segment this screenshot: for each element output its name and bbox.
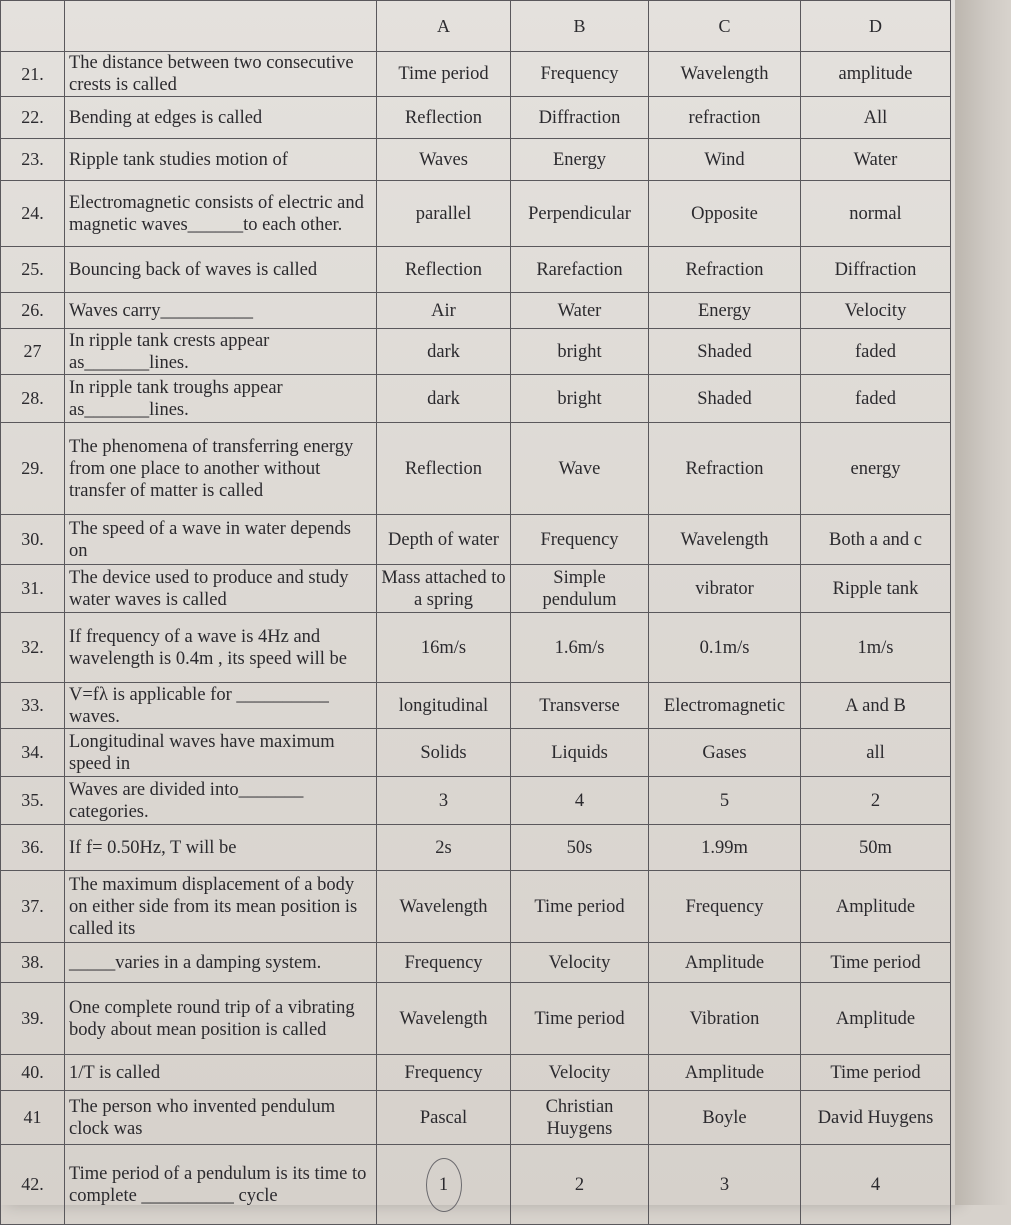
question-number: 41 (1, 1091, 65, 1145)
question-number: 39. (1, 983, 65, 1055)
circled-answer-mark: 1 (426, 1158, 462, 1212)
option-b: Velocity (511, 943, 649, 983)
question-number: 21. (1, 52, 65, 97)
question-text: The speed of a wave in water depends on (65, 515, 377, 565)
option-c: Refraction (649, 247, 801, 293)
option-b: 50s (511, 825, 649, 871)
question-text: In ripple tank troughs appear as_______lines. (65, 375, 377, 423)
option-b: Perpendicular (511, 181, 649, 247)
table-row (1, 729, 951, 777)
option-b: Time period (511, 871, 649, 943)
table-row (1, 515, 951, 565)
option-d: Time period (801, 943, 951, 983)
option-c: Shaded (649, 375, 801, 423)
option-d: Diffraction (801, 247, 951, 293)
table-row (1, 613, 951, 683)
option-a (377, 1145, 511, 1225)
question-text: If f= 0.50Hz, T will be (65, 825, 377, 871)
question-text: V=fλ is applicable for __________ waves. (65, 683, 377, 729)
option-a: Waves (377, 139, 511, 181)
question-text: Bouncing back of waves is called (65, 247, 377, 293)
table-row (1, 329, 951, 375)
table-row (1, 871, 951, 943)
option-a: Frequency (377, 1055, 511, 1091)
option-b: 2 (511, 1145, 649, 1225)
option-d: faded (801, 375, 951, 423)
table-row (1, 293, 951, 329)
option-a: parallel (377, 181, 511, 247)
option-c: Shaded (649, 329, 801, 375)
option-d: David Huygens (801, 1091, 951, 1145)
option-b: Time period (511, 983, 649, 1055)
question-text: The device used to produce and study water waves is called (65, 565, 377, 613)
option-d: A and B (801, 683, 951, 729)
option-d: 4 (801, 1145, 951, 1225)
option-a: Reflection (377, 247, 511, 293)
header-option-b: B (511, 1, 649, 52)
option-b: Liquids (511, 729, 649, 777)
option-d: energy (801, 423, 951, 515)
question-text: Bending at edges is called (65, 97, 377, 139)
table-row (1, 943, 951, 983)
option-a: Time period (377, 52, 511, 97)
table-row (1, 375, 951, 423)
option-c: Electromagnetic (649, 683, 801, 729)
option-b: Velocity (511, 1055, 649, 1091)
table-row (1, 825, 951, 871)
option-b: Rarefaction (511, 247, 649, 293)
table-row (1, 139, 951, 181)
header-option-d: D (801, 1, 951, 52)
option-b: 4 (511, 777, 649, 825)
option-d: Both a and c (801, 515, 951, 565)
option-c: Wavelength (649, 515, 801, 565)
option-c: Boyle (649, 1091, 801, 1145)
option-d: normal (801, 181, 951, 247)
option-d: Amplitude (801, 871, 951, 943)
header-option-a: A (377, 1, 511, 52)
option-b: bright (511, 375, 649, 423)
option-d: amplitude (801, 52, 951, 97)
question-text: The person who invented pendulum clock was (65, 1091, 377, 1145)
option-a: 16m/s (377, 613, 511, 683)
option-d: 1m/s (801, 613, 951, 683)
option-c: 5 (649, 777, 801, 825)
question-number: 29. (1, 423, 65, 515)
option-a: Wavelength (377, 983, 511, 1055)
question-text: In ripple tank crests appear as_______lines. (65, 329, 377, 375)
option-a: dark (377, 375, 511, 423)
option-c: Amplitude (649, 943, 801, 983)
question-text: The distance between two consecutive crests is called (65, 52, 377, 97)
option-c: refraction (649, 97, 801, 139)
header-question (65, 1, 377, 52)
question-number: 42. (1, 1145, 65, 1225)
question-number: 22. (1, 97, 65, 139)
table-row (1, 181, 951, 247)
table-row (1, 683, 951, 729)
question-text: If frequency of a wave is 4Hz and wavelength is 0.4m , its speed will be (65, 613, 377, 683)
question-number: 23. (1, 139, 65, 181)
option-b: Water (511, 293, 649, 329)
option-d: Velocity (801, 293, 951, 329)
option-c: vibrator (649, 565, 801, 613)
option-d: Water (801, 139, 951, 181)
option-a: Reflection (377, 423, 511, 515)
option-a: 3 (377, 777, 511, 825)
table-row (1, 983, 951, 1055)
option-a: Solids (377, 729, 511, 777)
question-text: The maximum displacement of a body on either side from its mean position is called its (65, 871, 377, 943)
header-number (1, 1, 65, 52)
option-c: Refraction (649, 423, 801, 515)
option-c: 3 (649, 1145, 801, 1225)
option-c: 0.1m/s (649, 613, 801, 683)
option-d: 2 (801, 777, 951, 825)
table-row (1, 423, 951, 515)
table-row (1, 52, 951, 97)
question-text: Electromagnetic consists of electric and magnetic waves______to each other. (65, 181, 377, 247)
option-d: Ripple tank (801, 565, 951, 613)
option-d: Amplitude (801, 983, 951, 1055)
option-c: Gases (649, 729, 801, 777)
table-header-row (1, 1, 951, 52)
option-c: Opposite (649, 181, 801, 247)
table-row (1, 247, 951, 293)
option-a: Mass attached to a spring (377, 565, 511, 613)
option-b: Wave (511, 423, 649, 515)
option-d: all (801, 729, 951, 777)
table-row (1, 97, 951, 139)
option-c: Energy (649, 293, 801, 329)
question-number: 36. (1, 825, 65, 871)
question-number: 35. (1, 777, 65, 825)
question-number: 28. (1, 375, 65, 423)
option-b: 1.6m/s (511, 613, 649, 683)
page-edge-shadow (955, 0, 1011, 1205)
question-number: 33. (1, 683, 65, 729)
option-a: Frequency (377, 943, 511, 983)
option-c: Wavelength (649, 52, 801, 97)
option-c: Wind (649, 139, 801, 181)
option-b: Energy (511, 139, 649, 181)
question-number: 24. (1, 181, 65, 247)
question-number: 26. (1, 293, 65, 329)
question-text: One complete round trip of a vibrating body about mean position is called (65, 983, 377, 1055)
table-row (1, 1145, 951, 1225)
question-text: The phenomena of transferring energy from one place to another without transfer of matter is called (65, 423, 377, 515)
option-d: 50m (801, 825, 951, 871)
table-row (1, 777, 951, 825)
question-number: 34. (1, 729, 65, 777)
option-a: 2s (377, 825, 511, 871)
option-b: Diffraction (511, 97, 649, 139)
question-number: 30. (1, 515, 65, 565)
header-option-c: C (649, 1, 801, 52)
option-d: All (801, 97, 951, 139)
option-b: Transverse (511, 683, 649, 729)
question-number: 32. (1, 613, 65, 683)
option-b: Christian Huygens (511, 1091, 649, 1145)
option-a: Reflection (377, 97, 511, 139)
question-number: 27 (1, 329, 65, 375)
question-number: 40. (1, 1055, 65, 1091)
table-row (1, 1091, 951, 1145)
option-a: dark (377, 329, 511, 375)
question-number: 38. (1, 943, 65, 983)
option-c: Vibration (649, 983, 801, 1055)
option-d: faded (801, 329, 951, 375)
table-row (1, 565, 951, 613)
option-b: Simple pendulum (511, 565, 649, 613)
question-text: 1/T is called (65, 1055, 377, 1091)
option-a: Air (377, 293, 511, 329)
table-row (1, 1055, 951, 1091)
option-a: Depth of water (377, 515, 511, 565)
option-a: Wavelength (377, 871, 511, 943)
option-c: 1.99m (649, 825, 801, 871)
question-text: Ripple tank studies motion of (65, 139, 377, 181)
question-text: _____varies in a damping system. (65, 943, 377, 983)
question-text: Longitudinal waves have maximum speed in (65, 729, 377, 777)
question-number: 31. (1, 565, 65, 613)
option-b: bright (511, 329, 649, 375)
question-text: Waves are divided into_______ categories. (65, 777, 377, 825)
question-number: 37. (1, 871, 65, 943)
option-b: Frequency (511, 515, 649, 565)
option-b: Frequency (511, 52, 649, 97)
question-number: 25. (1, 247, 65, 293)
option-c: Frequency (649, 871, 801, 943)
option-c: Amplitude (649, 1055, 801, 1091)
option-d: Time period (801, 1055, 951, 1091)
option-a: Pascal (377, 1091, 511, 1145)
question-text: Waves carry__________ (65, 293, 377, 329)
option-a: longitudinal (377, 683, 511, 729)
question-text: Time period of a pendulum is its time to complete __________ cycle (65, 1145, 377, 1225)
